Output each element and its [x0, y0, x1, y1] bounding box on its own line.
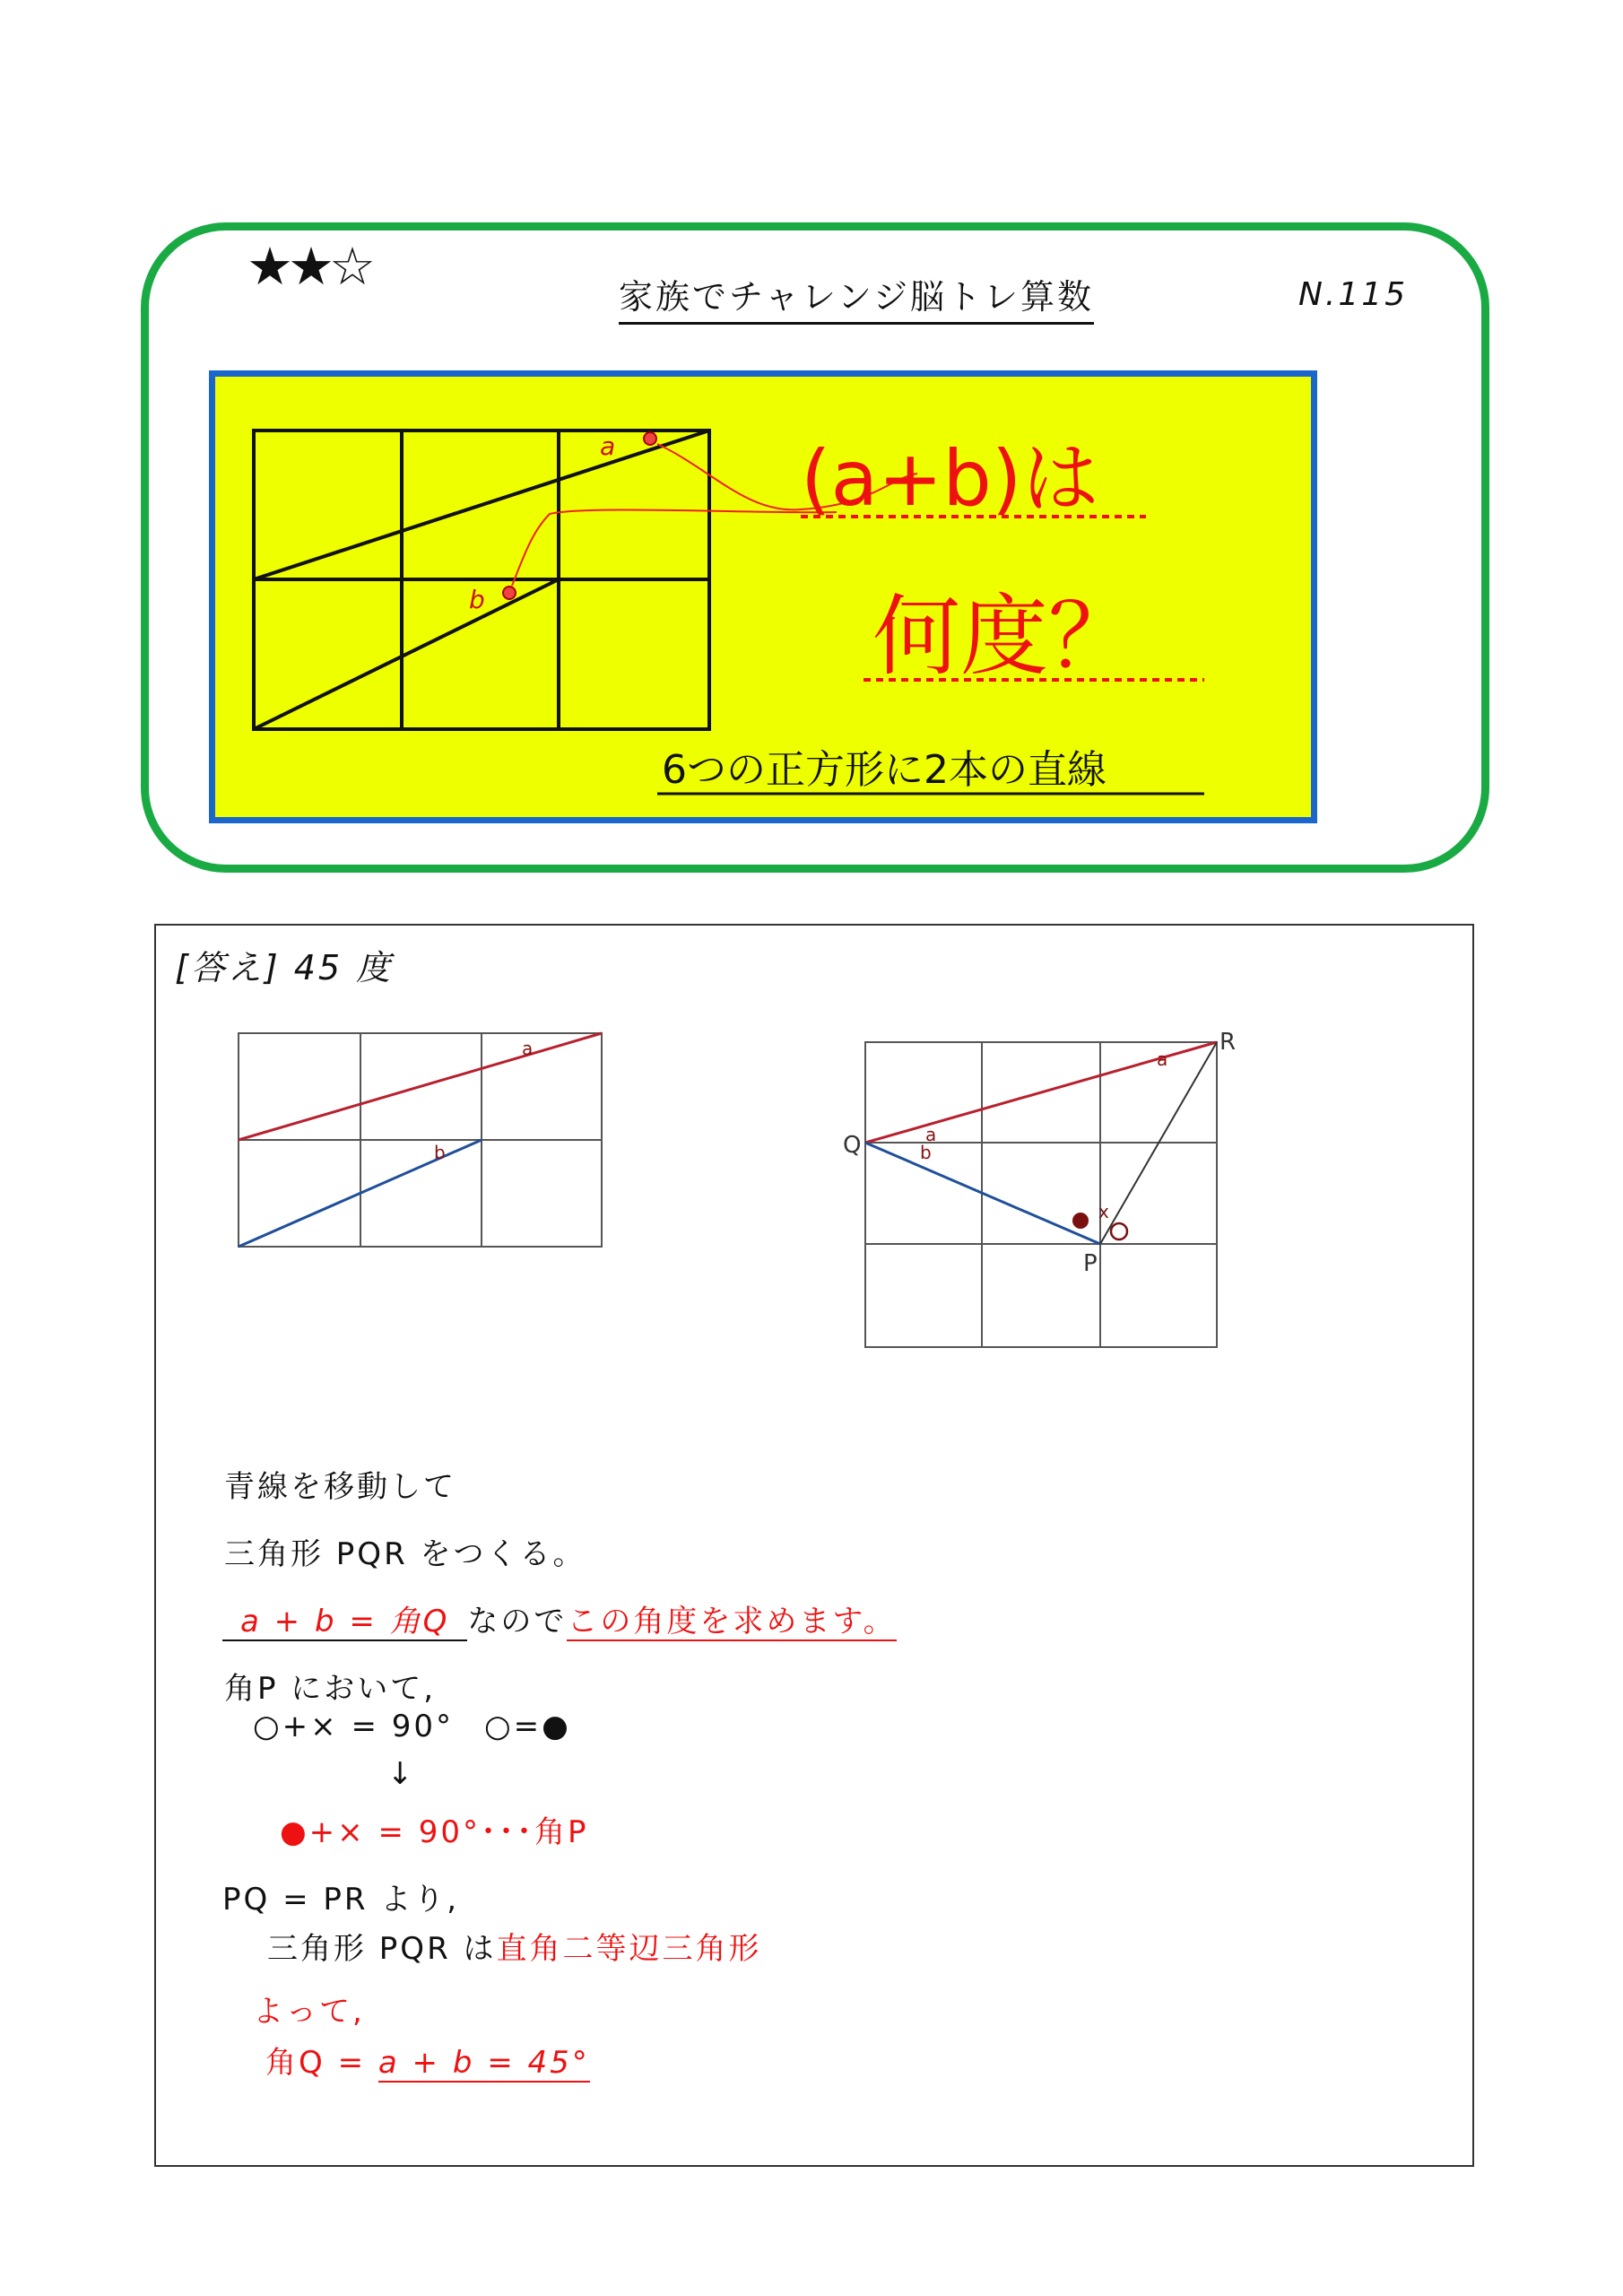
step-circle-equals-dot: ○=●: [484, 1709, 571, 1744]
figure-right-label-b: b: [920, 1142, 932, 1163]
figure-right-grid: [865, 1042, 1217, 1347]
series-title: 家族でチャレンジ脳トレ算数: [619, 269, 1094, 325]
step-dot-sum-90: ●+× = 90°･･･角P: [280, 1814, 589, 1850]
caption-part: 2: [924, 747, 949, 793]
step-angle-P: 角P において,: [224, 1671, 437, 1707]
caption-part: 正方形: [766, 747, 884, 793]
problem-banner: [209, 370, 1317, 823]
caption-part: に: [884, 747, 924, 793]
banner-label-a: a: [600, 431, 616, 461]
angle-a-marker: [644, 432, 656, 445]
caption-part: つの: [687, 747, 766, 793]
caption-part: 直線: [1028, 747, 1107, 793]
conclusion-prefix: 角Q =: [265, 2045, 367, 2081]
step-therefore: よって,: [253, 1994, 365, 2030]
step-isosceles-right: [267, 1924, 762, 1968]
step-arrow: ↓: [387, 1756, 416, 1792]
isosceles-highlight: 直角二等辺三角形: [496, 1931, 762, 1967]
question-line-1: (a+b)は: [801, 434, 1099, 524]
banner-label-b: b: [469, 585, 485, 614]
equation-goal: この角度を求めます。: [567, 1604, 897, 1639]
isosceles-prefix: 三角形 PQR は: [267, 1931, 497, 1967]
conclusion-value: a + b = 45°: [378, 2045, 590, 2081]
step-make-triangle: 三角形 PQR をつくる。: [224, 1536, 586, 1572]
empty-star: ☆: [329, 236, 370, 297]
open-circle-marker: [1111, 1223, 1127, 1239]
figure-right-label-x: x: [1098, 1201, 1109, 1222]
figure-left-label-b: b: [434, 1142, 446, 1163]
answer-label: [答え] 45 度: [175, 948, 394, 987]
vertex-Q-label: Q: [843, 1132, 862, 1159]
figure-left-grid: [239, 1033, 602, 1247]
vertex-P-label: P: [1083, 1250, 1098, 1277]
red-diagonal: [239, 1033, 602, 1140]
caption-part: 本の: [949, 747, 1028, 793]
answer-figure-right: [843, 1013, 1237, 1354]
figure-right-label-a: a: [925, 1124, 937, 1145]
question-line-2: 何度？: [872, 586, 1137, 688]
answer-figure-left: [235, 1022, 612, 1256]
equation-a-plus-b: a + b = 角Q: [222, 1604, 467, 1641]
angle-b-marker: [503, 587, 516, 599]
figure-left-label-a: a: [522, 1038, 534, 1059]
vertex-R-label: R: [1219, 1029, 1237, 1056]
step-sum-90: ○+× = 90°: [253, 1709, 455, 1744]
banner-caption: [662, 747, 1107, 793]
problem-number: N.115: [1298, 276, 1409, 313]
difficulty-rating: [247, 236, 370, 297]
filled-stars: ★★: [247, 236, 329, 297]
step-conclusion: [265, 2038, 590, 2082]
figure-right-label-a-R: a: [1157, 1048, 1168, 1070]
step-move-blue-line: 青線を移動して: [224, 1469, 456, 1505]
filled-circle-marker: [1072, 1213, 1089, 1229]
step-PQ-equals-PR: PQ = PR より,: [222, 1882, 460, 1918]
step-angle-equation: [222, 1596, 897, 1640]
caption-part: 6: [662, 747, 687, 793]
equation-connector: なので: [467, 1604, 568, 1639]
